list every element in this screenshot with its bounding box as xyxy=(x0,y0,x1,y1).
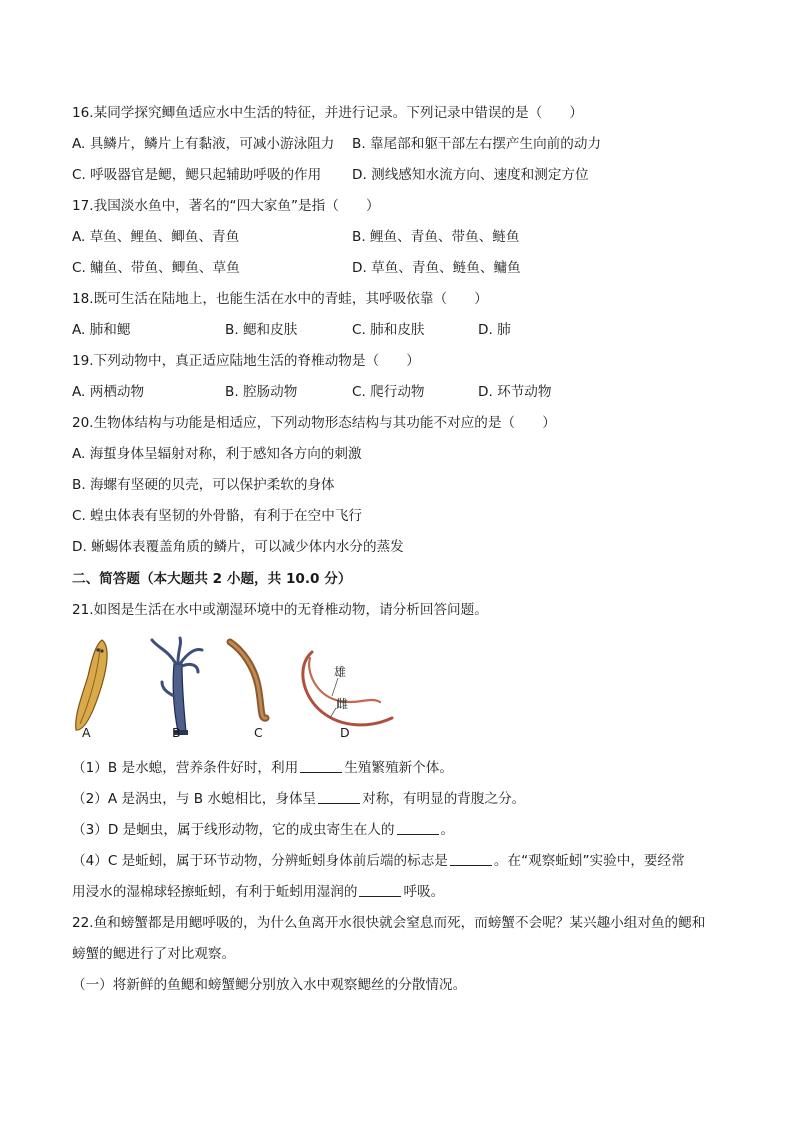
figure-label-d: D xyxy=(340,725,350,740)
figure-label-a: A xyxy=(82,725,91,740)
answer-blank[interactable] xyxy=(300,758,342,773)
q16-stem: 16.某同学探究鲫鱼适应水中生活的特征，并进行记录。下列记录中错误的是（ ） xyxy=(72,105,583,121)
invertebrate-figure xyxy=(70,636,400,746)
q22-stem-line2: 螃蟹的鳃进行了对比观察。 xyxy=(72,946,236,962)
q17-option-c: C. 鳙鱼、带鱼、鲫鱼、草鱼 xyxy=(72,260,240,276)
planarian-illustration xyxy=(76,640,107,730)
roundworm-illustration xyxy=(303,652,392,725)
q18-option-c: C. 肺和皮肤 xyxy=(352,322,425,338)
q20-option-b: B. 海螺有坚硬的贝壳，可以保护柔软的身体 xyxy=(72,477,335,493)
answer-blank[interactable] xyxy=(318,789,360,804)
q18-option-a: A. 肺和鳃 xyxy=(72,322,131,338)
q16-option-b: B. 靠尾部和躯干部左右摆产生向前的动力 xyxy=(352,136,602,152)
figure-label-b: B xyxy=(172,725,181,740)
q21-stem: 21.如图是生活在水中或潮湿环境中的无脊椎动物，请分析回答问题。 xyxy=(72,602,488,618)
female-label: 雌 xyxy=(336,697,349,711)
q21-part4: （4）C 是蚯蚓，属于环节动物，分辨蚯蚓身体前后端的标志是 。在“观察蚯蚓”实验中，要经常 xyxy=(72,853,685,869)
q19-stem: 19.下列动物中，真正适应陆地生活的脊椎动物是（ ） xyxy=(72,353,420,369)
q19-option-b: B. 腔肠动物 xyxy=(225,384,298,400)
section-heading: 二、简答题（本大题共 2 小题，共 10.0 分） xyxy=(72,571,352,587)
earthworm-illustration xyxy=(230,642,266,718)
q17-option-b: B. 鲤鱼、青鱼、带鱼、鲢鱼 xyxy=(352,229,520,245)
q21-part3: （3）D 是蛔虫，属于线形动物，它的成虫寄生在人的 。 xyxy=(72,822,455,838)
answer-blank[interactable] xyxy=(359,882,401,897)
q21-part1: （1）B 是水螅，营养条件好时，利用 生殖繁殖新个体。 xyxy=(72,760,453,776)
q17-option-a: A. 草鱼、鲤鱼、鲫鱼、青鱼 xyxy=(72,229,240,245)
q17-option-d: D. 草鱼、青鱼、鲢鱼、鳙鱼 xyxy=(352,260,521,276)
q18-option-b: B. 鳃和皮肤 xyxy=(225,322,298,338)
q19-option-a: A. 两栖动物 xyxy=(72,384,145,400)
q19-option-c: C. 爬行动物 xyxy=(352,384,425,400)
answer-blank[interactable] xyxy=(397,820,439,835)
hydra-illustration xyxy=(152,638,202,735)
q18-option-d: D. 肺 xyxy=(478,322,511,338)
answer-blank[interactable] xyxy=(450,851,492,866)
male-label: 雄 xyxy=(334,665,347,679)
q21-part4-cont: 用浸水的湿棉球轻擦蚯蚓，有利于蚯蚓用湿润的 呼吸。 xyxy=(72,884,445,900)
q21-part2: （2）A 是涡虫，与 B 水螅相比，身体呈 对称，有明显的背腹之分。 xyxy=(72,791,526,807)
figure-label-c: C xyxy=(254,725,263,740)
q22-step1: （一）将新鲜的鱼鳃和螃蟹鳃分别放入水中观察鳃丝的分散情况。 xyxy=(72,977,467,993)
q20-stem: 20.生物体结构与功能是相适应，下列动物形态结构与其功能不对应的是（ ） xyxy=(72,415,556,431)
q22-stem-line1: 22.鱼和螃蟹都是用鳃呼吸的，为什么鱼离开水很快就会窒息而死，而螃蟹不会呢？某兴趣小组对鱼的鳃和 xyxy=(72,915,706,931)
q18-stem: 18.既可生活在陆地上，也能生活在水中的青蛙，其呼吸依靠（ ） xyxy=(72,291,488,307)
q16-option-d: D. 测线感知水流方向、速度和测定方位 xyxy=(352,167,589,183)
q17-stem: 17.我国淡水鱼中，著名的“四大家鱼”是指（ ） xyxy=(72,198,380,214)
q20-option-d: D. 蜥蜴体表覆盖角质的鳞片，可以减少体内水分的蒸发 xyxy=(72,539,404,555)
q20-option-a: A. 海蜇身体呈辐射对称，利于感知各方向的刺激 xyxy=(72,446,362,462)
q16-option-c: C. 呼吸器官是鳃，鳃只起辅助呼吸的作用 xyxy=(72,167,322,183)
q20-option-c: C. 蝗虫体表有坚韧的外骨骼，有利于在空中飞行 xyxy=(72,508,363,524)
q16-option-a: A. 具鳞片，鳞片上有黏液，可减小游泳阻力 xyxy=(72,136,335,152)
q19-option-d: D. 环节动物 xyxy=(478,384,552,400)
